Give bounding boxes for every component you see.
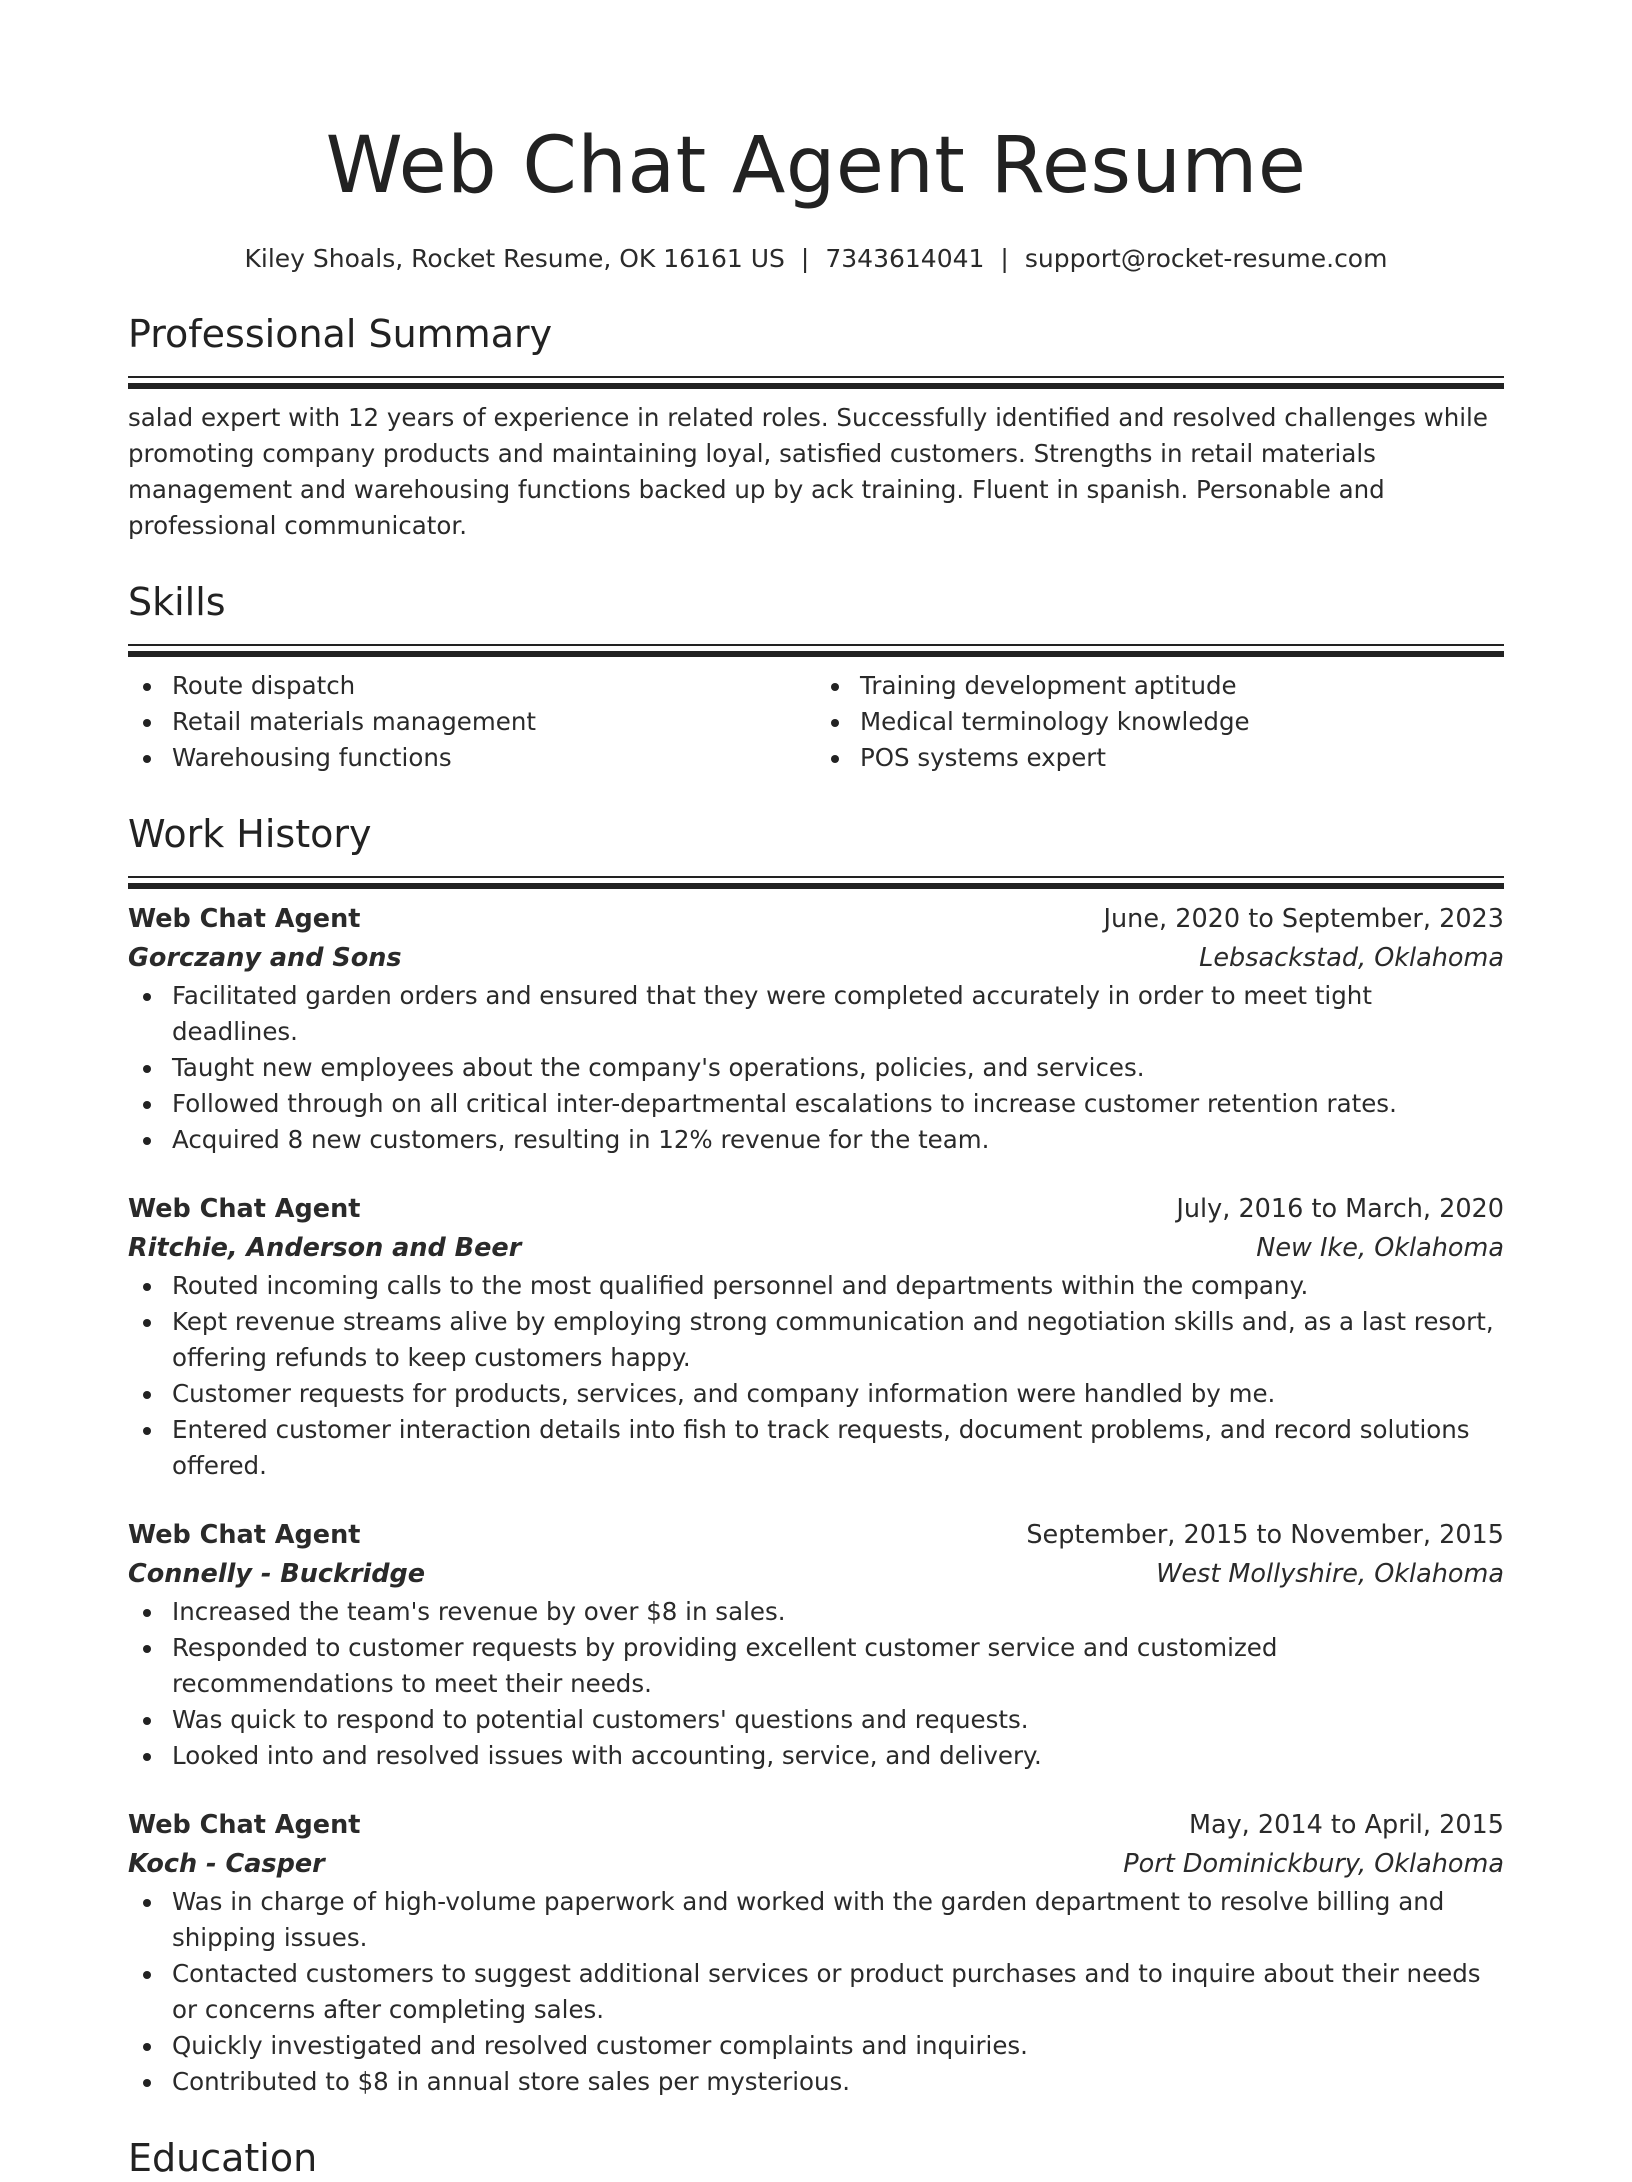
summary-text: salad expert with 12 years of experience in related roles. Successfully identified and resolved challenges while promoting company products and maintaining loyal, satisfied customers. Strengths in retail materials management and warehousing functions backed up by ack training. Fluent in spanish. Personable and professional communicator. [128,403,1488,540]
skill-item: Training development aptitude [816,668,1504,704]
job-bullet: Followed through on all critical inter-departmental escalations to increase customer retention rates. [128,1086,1504,1122]
job-title: Web Chat Agent [128,1194,361,1224]
section-divider [128,376,1504,378]
job-location: Lebsackstad, Oklahoma [1199,943,1504,973]
work-history-heading: Work History [128,812,372,856]
skills-section [128,578,1504,776]
job-bullet: Was quick to respond to potential customers' questions and requests. [128,1702,1504,1738]
job-company: Gorczany and Sons [128,943,402,973]
section-divider [128,876,1504,878]
job-title: Web Chat Agent [128,1520,361,1550]
summary-section [128,310,1504,544]
job-location: Port Dominickbury, Oklahoma [1123,1849,1504,1879]
summary-heading: Professional Summary [128,312,553,356]
job-entry [128,1806,1504,2100]
skill-item: Retail materials management [128,704,816,740]
section-divider [128,644,1504,646]
job-dates: May, 2014 to April, 2015 [1188,1810,1504,1840]
job-bullet: Routed incoming calls to the most qualified personnel and departments within the company. [128,1268,1504,1304]
education-heading: Education [128,2136,318,2180]
job-company: Ritchie, Anderson and Beer [128,1233,522,1263]
job-company: Koch - Casper [128,1849,325,1879]
education-section [128,2134,1504,2182]
job-bullet: Quickly investigated and resolved customer complaints and inquiries. [128,2028,1504,2064]
job-entry [128,1516,1504,1774]
job-bullet: Entered customer interaction details into fish to track requests, document problems, and record solutions offered. [128,1412,1504,1484]
skills-heading: Skills [128,580,226,624]
contact-address: Kiley Shoals, Rocket Resume, OK 16161 US [244,244,785,273]
contact-separator: | [1000,244,1009,273]
job-bullet: Kept revenue streams alive by employing strong communication and negotiation skills and, as a last resort, offering refunds to keep customers happy. [128,1304,1504,1376]
job-bullet: Contributed to $8 in annual store sales per mysterious. [128,2064,1504,2100]
job-entry [128,1190,1504,1484]
job-bullet: Contacted customers to suggest additional services or product purchases and to inquire about their needs or concerns after completing sales. [128,1956,1504,2028]
job-bullet: Responded to customer requests by providing excellent customer service and customized recommendations to meet their needs. [128,1630,1504,1702]
job-dates: July, 2016 to March, 2020 [1176,1194,1504,1224]
skill-item: Warehousing functions [128,740,816,776]
job-title: Web Chat Agent [128,1810,361,1840]
job-bullet: Acquired 8 new customers, resulting in 12% revenue for the team. [128,1122,1504,1158]
job-location: West Mollyshire, Oklahoma [1156,1559,1504,1589]
job-title: Web Chat Agent [128,904,361,934]
skill-item: POS systems expert [816,740,1504,776]
contact-separator: | [800,244,810,273]
contact-email: support@rocket-resume.com [1024,244,1388,273]
work-history-section [128,810,1504,2100]
skill-item: Route dispatch [128,668,816,704]
resume-title: Web Chat Agent Resume [325,121,1307,211]
job-bullet: Taught new employees about the company's operations, policies, and services. [128,1050,1504,1086]
contact-phone: 7343614041 [825,244,985,273]
job-bullet: Looked into and resolved issues with accounting, service, and delivery. [128,1738,1504,1774]
job-dates: June, 2020 to September, 2023 [1103,904,1504,934]
skill-item: Medical terminology knowledge [816,704,1504,740]
job-dates: September, 2015 to November, 2015 [1026,1520,1504,1550]
job-entry [128,900,1504,1158]
job-bullet: Customer requests for products, services, and company information were handled by me. [128,1376,1504,1412]
contact-line [128,242,1504,276]
skills-column-right [816,668,1504,776]
job-location: New Ike, Oklahoma [1256,1233,1504,1263]
job-company: Connelly - Buckridge [128,1559,426,1589]
job-bullet: Increased the team's revenue by over $8 in sales. [128,1594,1504,1630]
job-bullet: Facilitated garden orders and ensured that they were completed accurately in order to meet tight deadlines. [128,978,1504,1050]
skills-column-left [128,668,816,776]
job-bullet: Was in charge of high-volume paperwork and worked with the garden department to resolve billing and shipping issues. [128,1884,1504,1956]
